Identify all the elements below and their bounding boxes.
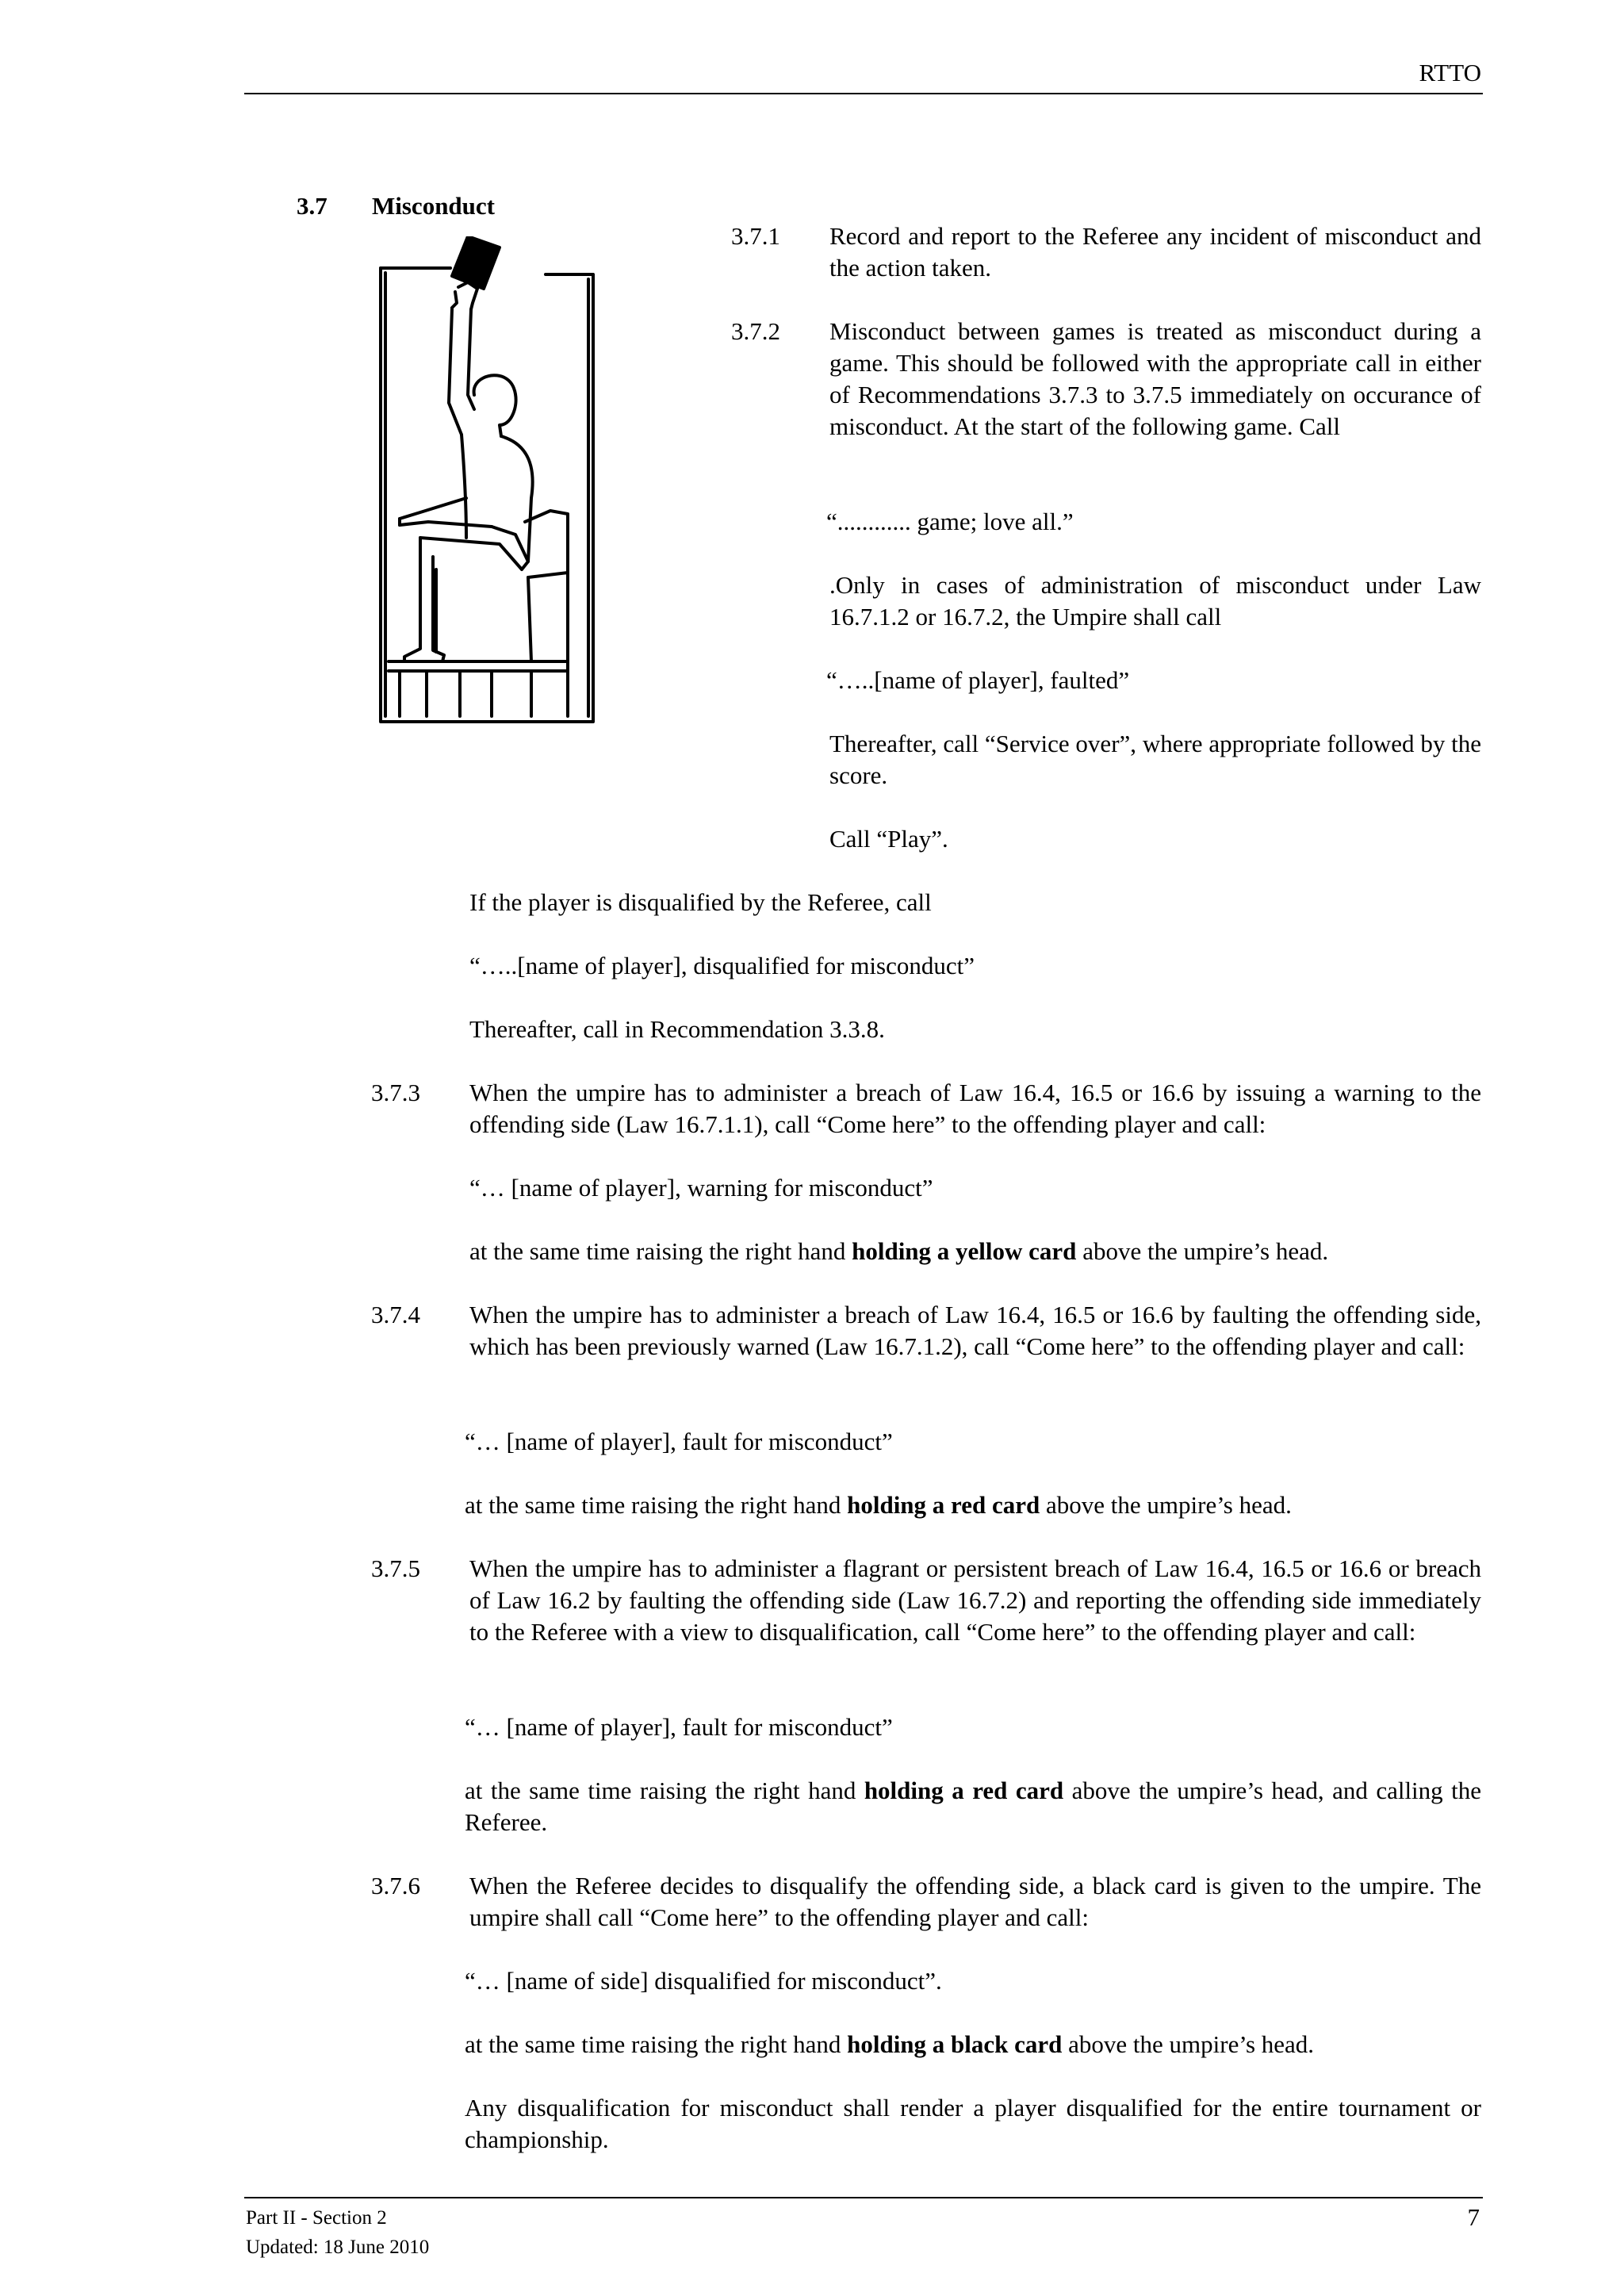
yellow-card-emphasis: holding a yellow card <box>852 1237 1077 1265</box>
call-fault-misconduct-1: “… [name of player], fault for misconduct” <box>465 1428 893 1455</box>
action-red-card-1: at the same time raising the right hand holding a red card above the umpire’s head. <box>465 1491 1292 1519</box>
action-black-card: at the same time raising the right hand holding a black card above the umpire’s head. <box>465 2030 1315 2058</box>
action-yellow-card: at the same time raising the right hand holding a yellow card above the umpire’s head. <box>469 1237 1329 1265</box>
header-title: RTTO <box>1419 59 1481 86</box>
item-text-3-7-5: When the umpire has to administer a flagrant or persistent breach of Law 16.4, 16.5 or 16.6 or breach of Law 16.2 by faulting the offending side (Law 16.7.2) and reporting the offending side immediately to the Referee with a view to disqualification, call “Come here” to the offending player and call: <box>469 1554 1481 1646</box>
call-warning: “… [name of player], warning for misconduct” <box>469 1174 933 1202</box>
item-number-3-7-2: 3.7.2 <box>731 317 780 345</box>
item-text-3-7-6: When the Referee decides to disqualify the offending side, a black card is given to the umpire. The umpire shall call “Come here” to the offending player and call: <box>469 1872 1481 1931</box>
section-title: Misconduct <box>372 192 495 220</box>
call-play: Call “Play”. <box>829 825 948 853</box>
item-number-3-7-4: 3.7.4 <box>371 1301 420 1328</box>
item-number-3-7-6: 3.7.6 <box>371 1872 420 1899</box>
item-text-3-7-4: When the umpire has to administer a breach of Law 16.4, 16.5 or 16.6 by faulting the offending side, which has been previously warned (Law 16.7.1.2), call “Come here” to the offending player and call: <box>469 1301 1481 1360</box>
footer-rule <box>244 2197 1483 2198</box>
para-service-over: Thereafter, call “Service over”, where appropriate followed by the score. <box>829 730 1481 789</box>
red-card-emphasis: holding a red card <box>864 1777 1064 1804</box>
item-text-3-7-1: Record and report to the Referee any incident of misconduct and the action taken. <box>829 222 1481 282</box>
call-fault-misconduct-2: “… [name of player], fault for misconduct” <box>465 1713 893 1741</box>
item-number-3-7-3: 3.7.3 <box>371 1079 420 1106</box>
action-red-card-2: at the same time raising the right hand holding a red card above the umpire’s head, and calling the Referee. <box>465 1777 1482 1836</box>
para-disqualified-by-referee: If the player is disqualified by the Referee, call <box>469 888 932 916</box>
header-rule <box>244 93 1483 94</box>
footer-section: Part II - Section 2 <box>246 2207 387 2229</box>
call-side-disqualified: “… [name of side] disqualified for misconduct”. <box>465 1967 942 1995</box>
call-disqualified: “…..[name of player], disqualified for misconduct” <box>469 952 975 979</box>
footer-updated: Updated: 18 June 2010 <box>246 2237 430 2258</box>
call-love-all: “............ game; love all.” <box>826 508 1074 535</box>
umpire-raising-card-icon <box>373 236 596 728</box>
item-number-3-7-1: 3.7.1 <box>731 222 780 250</box>
black-card-emphasis: holding a black card <box>847 2030 1063 2058</box>
para-recommendation: Thereafter, call in Recommendation 3.3.8. <box>469 1015 885 1043</box>
item-text-3-7-2: Misconduct between games is treated as misconduct during a game. This should be followed with the appropriate call in either of Recommendations 3.7.3 to 3.7.5 immediately on occurance of misconduct. At the start of the following game. Call <box>829 317 1481 440</box>
page-number: 7 <box>1467 2203 1480 2231</box>
closing-paragraph: Any disqualification for misconduct shall render a player disqualified for the entire tournament or championship. <box>465 2094 1481 2153</box>
section-number: 3.7 <box>297 192 327 220</box>
item-text-3-7-3: When the umpire has to administer a breach of Law 16.4, 16.5 or 16.6 by issuing a warning to the offending side (Law 16.7.1.1), call “Come here” to the offending player and call: <box>469 1079 1481 1138</box>
red-card-emphasis: holding a red card <box>847 1491 1040 1519</box>
para-administration: .Only in cases of administration of misconduct under Law 16.7.1.2 or 16.7.2, the Umpire shall call <box>829 571 1481 631</box>
call-faulted: “…..[name of player], faulted” <box>826 666 1130 694</box>
item-number-3-7-5: 3.7.5 <box>371 1554 420 1582</box>
